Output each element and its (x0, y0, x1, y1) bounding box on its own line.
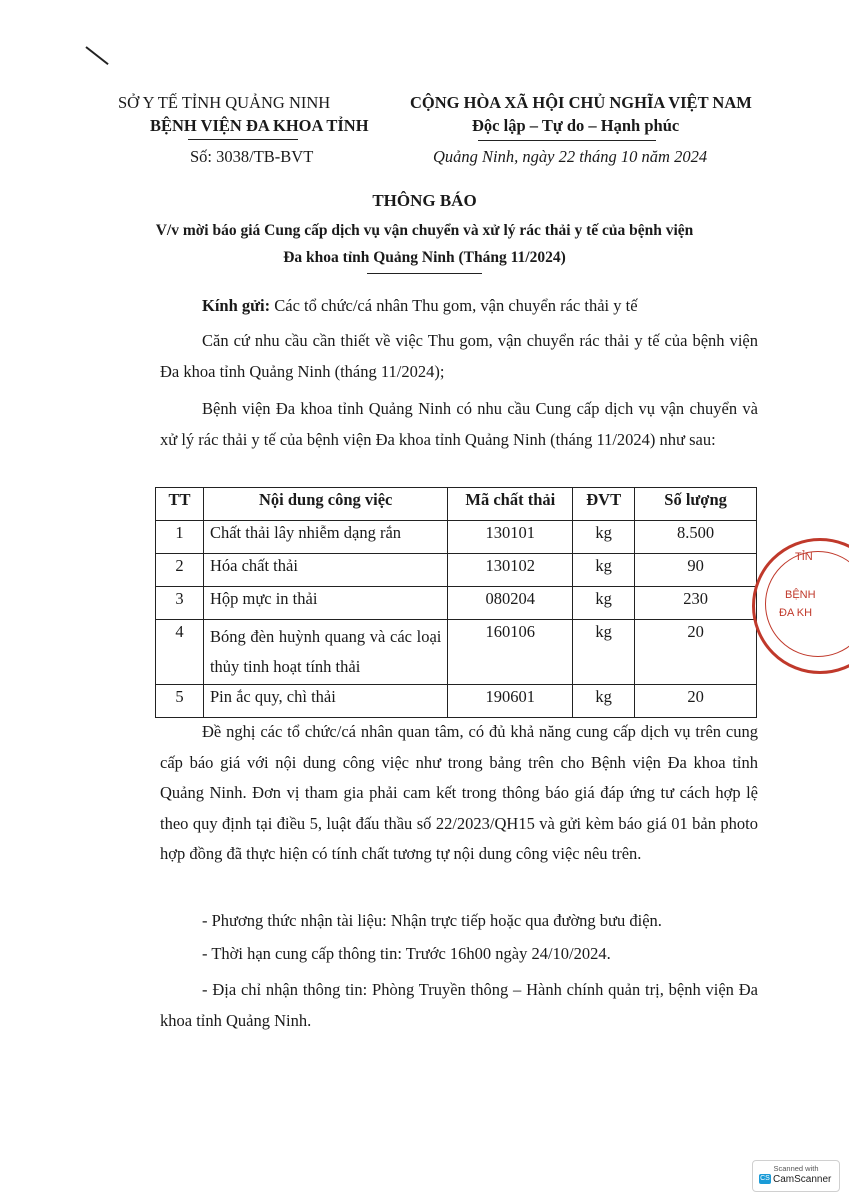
paragraph-request: Đề nghị các tổ chức/cá nhân quan tâm, có đủ khả năng cung cấp dịch vụ trên cung cấp báo giá với nội dung công việc như trong bảng trên cho Bệnh viện Đa khoa tỉnh Quảng Ninh. Đơn vị tham gia phải cam kết trong thông báo giá đáp ứng tư cách hợp lệ theo quy định tại điều 5, luật đấu thầu số 22/2023/QH15 và gửi kèm báo giá 01 bản photo hợp đồng đã thực hiện có tính chất tương tự nội dung công việc nêu trên. (160, 722, 758, 863)
cell-quantity: 20 (635, 685, 757, 718)
cell-content: Hóa chất thải (203, 554, 447, 587)
agency-name: SỞ Y TẾ TỈNH QUẢNG NINH (118, 93, 331, 112)
salutation-label: Kính gửi: (202, 296, 271, 315)
bullet-method: - Phương thức nhận tài liệu: Nhận trực tiếp hoặc qua đường bưu điện. (202, 911, 662, 930)
cell-unit: kg (573, 587, 635, 620)
table-row (156, 521, 757, 554)
stamp-text-top: TỈN (795, 551, 813, 563)
cell-tt: 2 (156, 554, 204, 587)
cell-code: 130101 (448, 521, 573, 554)
bullet-deadline: - Thời hạn cung cấp thông tin: Trước 16h00 ngày 24/10/2024. (202, 944, 611, 963)
cell-code: 160106 (448, 620, 573, 685)
cell-content: Bóng đèn huỳnh quang và các loại thủy tinh hoạt tính thải (203, 620, 447, 685)
cell-unit: kg (573, 554, 635, 587)
cell-unit: kg (573, 521, 635, 554)
stamp-inner-ring (765, 551, 849, 657)
republic-title: CỘNG HÒA XÃ HỘI CHỦ NGHĨA VIỆT NAM (410, 93, 752, 112)
paragraph-need: Bệnh viện Đa khoa tỉnh Quảng Ninh có nhu cầu Cung cấp dịch vụ vận chuyển và xử lý rác thải y tế của bệnh viện Đa khoa tỉnh Quảng Ninh (tháng 11/2024) như sau: (160, 399, 758, 449)
cell-unit: kg (573, 685, 635, 718)
header-unit: ĐVT (573, 488, 635, 521)
national-motto: Độc lập – Tự do – Hạnh phúc (472, 116, 680, 135)
camscanner-logo-icon: CS (760, 1175, 770, 1183)
scan-mark (85, 46, 108, 65)
stamp-text-mid1: BỆNH (785, 589, 816, 601)
camscanner-label-wrap (759, 1174, 831, 1185)
header-code: Mã chất thải (448, 488, 573, 521)
cell-quantity: 90 (635, 554, 757, 587)
motto-underline (478, 140, 656, 141)
cell-tt: 1 (156, 521, 204, 554)
scanned-with-label: Scanned with (773, 1164, 819, 1173)
cell-quantity: 8.500 (635, 521, 757, 554)
camscanner-label: CamScanner (773, 1174, 832, 1185)
header-tt: TT (156, 488, 204, 521)
cell-tt: 4 (156, 620, 204, 685)
header-content: Nội dung công việc (203, 488, 447, 521)
camscanner-badge (752, 1160, 840, 1192)
subject-underline (367, 273, 482, 274)
waste-items-table (155, 487, 757, 718)
cell-quantity: 20 (635, 620, 757, 685)
salutation-text: Các tổ chức/cá nhân Thu gom, vận chuyển rác thải y tế (270, 296, 638, 315)
cell-unit: kg (573, 620, 635, 685)
bullet-address: - Địa chỉ nhận thông tin: Phòng Truyền thông – Hành chính quản trị, bệnh viện Đa khoa tỉnh Quảng Ninh. (160, 980, 758, 1030)
notice-subject-line1: V/v mời báo giá Cung cấp dịch vụ vận chuyển và xử lý rác thải y tế của bệnh viện (155, 222, 694, 239)
table-row (156, 685, 757, 718)
document-number: Số: 3038/TB-BVT (190, 147, 314, 166)
cell-code: 130102 (448, 554, 573, 587)
cell-quantity: 230 (635, 587, 757, 620)
cell-tt: 5 (156, 685, 204, 718)
place-date: Quảng Ninh, ngày 22 tháng 10 năm 2024 (433, 147, 708, 166)
table-row (156, 554, 757, 587)
notice-title: THÔNG BÁO (372, 191, 477, 210)
cell-content: Pin ắc quy, chì thải (203, 685, 447, 718)
official-stamp (752, 538, 849, 674)
stamp-text-mid2: ĐA KH (779, 607, 813, 619)
paragraph-basis: Căn cứ nhu cầu cần thiết về việc Thu gom, vận chuyển rác thải y tế của bệnh viện Đa khoa tỉnh Quảng Ninh (tháng 11/2024); (160, 331, 758, 381)
table-row (156, 587, 757, 620)
salutation (202, 296, 638, 316)
cell-code: 190601 (448, 685, 573, 718)
cell-code: 080204 (448, 587, 573, 620)
header-quantity: Số lượng (635, 488, 757, 521)
cell-tt: 3 (156, 587, 204, 620)
table-row (156, 620, 757, 685)
cell-content: Chất thải lây nhiễm dạng rắn (203, 521, 447, 554)
table-header-row (156, 488, 757, 521)
hospital-name: BỆNH VIỆN ĐA KHOA TỈNH (150, 116, 369, 135)
cell-content: Hộp mực in thải (203, 587, 447, 620)
notice-subject-line2: Đa khoa tỉnh Quảng Ninh (Tháng 11/2024) (283, 249, 566, 266)
hospital-underline (188, 139, 298, 140)
